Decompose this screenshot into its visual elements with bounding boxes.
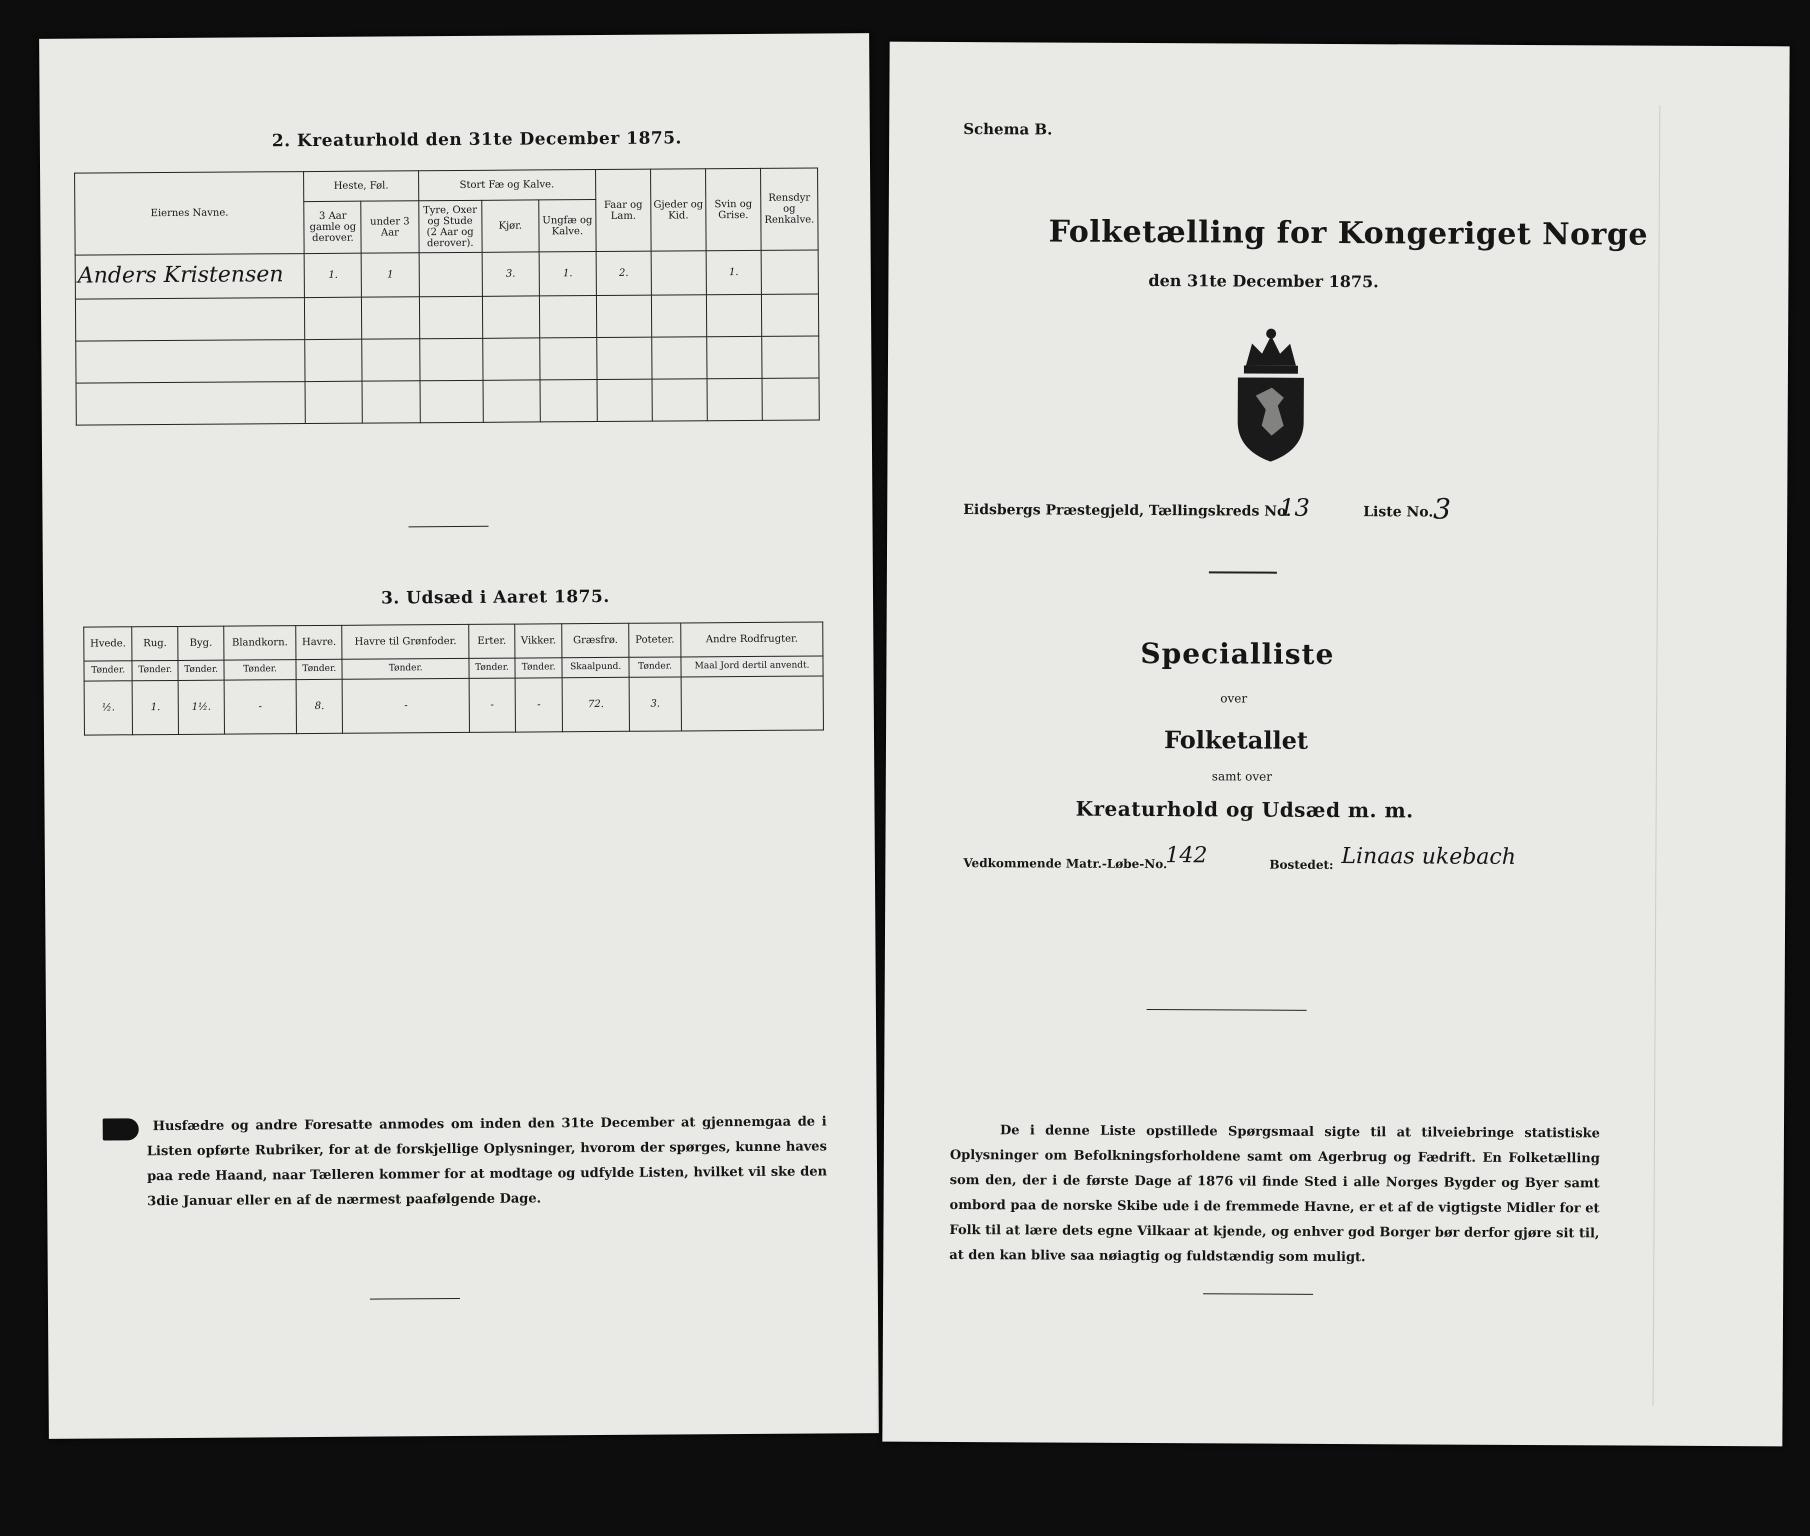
sowing-crop-header: Erter. — [469, 624, 515, 658]
sowing-unit-cell: Tønder. — [469, 658, 515, 678]
livestock-table — [74, 167, 820, 425]
cows-header: Kjør. — [482, 200, 539, 252]
sowing-crop-header: Hvede. — [84, 627, 133, 661]
horses-adult-header: 3 Aar gamle og derover. — [304, 201, 361, 253]
sowing-crop-header: Poteter. — [629, 623, 681, 657]
sowing-value-cell: - — [469, 678, 515, 732]
bulls-header: Tyre, Oxer og Stude (2 Aar og derover). — [418, 200, 482, 252]
purpose-paragraph: De i denne Liste opstillede Spørgsmaal sigte til at tilveiebringe statistiske Oplysninger om Befolkningsforholdene samt om Agerbrug og Fædrift. En Folketælling som den, der i de første Dage af 1876 vil finde Sted i alle Norges Bygder og Byer samt ombord paa de norske Skibe ude i de fremmede Havne, er et af de vigtigste Midler for et Folk til at lære dets egne Vilkaar at kjende, og enhver god Borger bør derfor gjøre sit til, at den kan blive saa nøiagtig og fuldstændig som muligt. — [949, 1123, 1601, 1266]
population-title: Folketallet — [1163, 725, 1309, 755]
sowing-unit-cell: Tønder. — [342, 658, 469, 679]
divider — [409, 526, 489, 528]
horses-header: Heste, Føl. — [304, 171, 418, 202]
cattle-header: Stort Fæ og Kalve. — [418, 170, 596, 201]
sowing-value-cell: - — [515, 678, 563, 732]
sowing-crop-header: Havre til Grønfoder. — [342, 624, 469, 659]
sowing-crop-header: Byg. — [178, 626, 224, 660]
sowing-table — [83, 621, 824, 735]
pigs-cell: 1. — [706, 250, 761, 294]
owner-name-cell: Anders Kristensen — [75, 254, 305, 300]
sowing-value-cell: 8. — [296, 679, 343, 733]
matr-number: 142 — [1165, 843, 1208, 869]
pigs-header: Svin og Grise. — [706, 168, 762, 250]
goats-header: Gjeder og Kid. — [651, 169, 707, 251]
sheep-header: Faar og Lam. — [596, 169, 652, 251]
also-over-text: samt over — [1211, 769, 1273, 784]
sowing-unit-cell: Tønder. — [132, 660, 178, 680]
sowing-value-cell: 3. — [629, 677, 682, 731]
over-text: over — [1220, 691, 1248, 706]
sowing-unit-cell: Tønder. — [629, 657, 681, 677]
sowing-crop-header: Blandkorn. — [224, 626, 296, 661]
sowing-crop-header: Andre Rodfrugter. — [681, 622, 823, 657]
sowing-value-cell: 72. — [563, 677, 630, 731]
sowing-value-cell: - — [343, 678, 470, 733]
district-label: Eidsbergs Præstegjeld, Tællingskreds No. — [963, 502, 1292, 520]
sheep-cell: 2. — [596, 251, 651, 295]
special-list-title: Specialliste — [1140, 636, 1335, 671]
left-page — [39, 33, 879, 1439]
sowing-unit-cell: Tønder. — [178, 660, 224, 680]
calves-cell: 1. — [539, 252, 596, 296]
pointing-hand-icon — [103, 1118, 139, 1140]
sowing-value-cell: 1. — [132, 680, 178, 734]
notice-text: Husfædre og andre Foresatte anmodes om inden den 31te December at gjennemgaa de i Listen opførte Rubriker, for at de forskjellige Oplysninger, hvorom der spørges, kunne haves paa rede Haand, naar Tælleren kommer for at modtage og udfylde Listen, hvilket vil ske den 3die Januar eller en af de nærmest paafølgende Dage. — [146, 1114, 828, 1210]
horses-adult-cell: 1. — [305, 253, 362, 297]
goats-cell — [651, 251, 706, 295]
livestock-section-title: 2. Kreaturhold den 31te December 1875. — [271, 128, 683, 152]
sowing-unit-cell: Skaalpund. — [562, 657, 629, 677]
list-label: Liste No. — [1363, 504, 1434, 521]
sowing-section-title: 3. Udsæd i Aaret 1875. — [380, 586, 610, 609]
horses-young-cell: 1 — [362, 253, 419, 297]
sowing-unit-cell: Tønder. — [296, 659, 343, 679]
divider — [370, 1298, 460, 1300]
district-number: 13 — [1279, 493, 1310, 522]
sowing-value-cell: - — [224, 680, 296, 735]
sowing-unit-cell: Maal Jord dertil anvendt. — [681, 656, 823, 677]
cows-cell: 3. — [482, 252, 539, 296]
matr-label: Vedkommende Matr.-Løbe-No. — [963, 856, 1168, 872]
list-number: 3 — [1433, 492, 1452, 526]
sowing-unit-cell: Tønder. — [84, 661, 132, 681]
residence-label: Bostedet: — [1269, 857, 1334, 872]
divider — [1203, 1293, 1313, 1295]
schema-label: Schema B. — [963, 120, 1053, 139]
main-title: Folketælling for Kongeriget Norge — [1048, 214, 1649, 253]
owner-name-header: Eiernes Navne. — [75, 172, 305, 256]
right-page — [882, 42, 1789, 1447]
sowing-unit-cell: Tønder. — [515, 658, 563, 678]
sowing-value-cell: 1½. — [178, 680, 224, 734]
sowing-unit-cell: Tønder. — [224, 660, 296, 681]
bleed-through-column — [1653, 106, 1771, 1407]
sowing-crop-header: Havre. — [296, 625, 343, 659]
census-date: den 31te December 1875. — [1148, 271, 1379, 292]
sowing-crop-header: Rug. — [132, 626, 178, 660]
divider — [1147, 1009, 1307, 1011]
residence-value: Linaas ukebach — [1341, 844, 1517, 870]
bulls-cell — [419, 252, 483, 296]
sowing-value-cell — [681, 676, 823, 731]
horses-young-header: under 3 Aar — [361, 201, 418, 253]
divider — [1209, 571, 1277, 573]
calves-header: Ungfæ og Kalve. — [539, 200, 596, 252]
sowing-value-cell: ½. — [84, 681, 133, 735]
coat-of-arms-icon — [1231, 325, 1310, 465]
sowing-crop-header: Græsfrø. — [562, 623, 629, 657]
livestock-title: Kreaturhold og Udsæd m. m. — [1075, 796, 1414, 823]
sowing-crop-header: Vikker. — [515, 624, 563, 658]
reindeer-header: Rensdyr og Renkalve. — [761, 168, 819, 250]
reindeer-cell — [761, 250, 818, 294]
